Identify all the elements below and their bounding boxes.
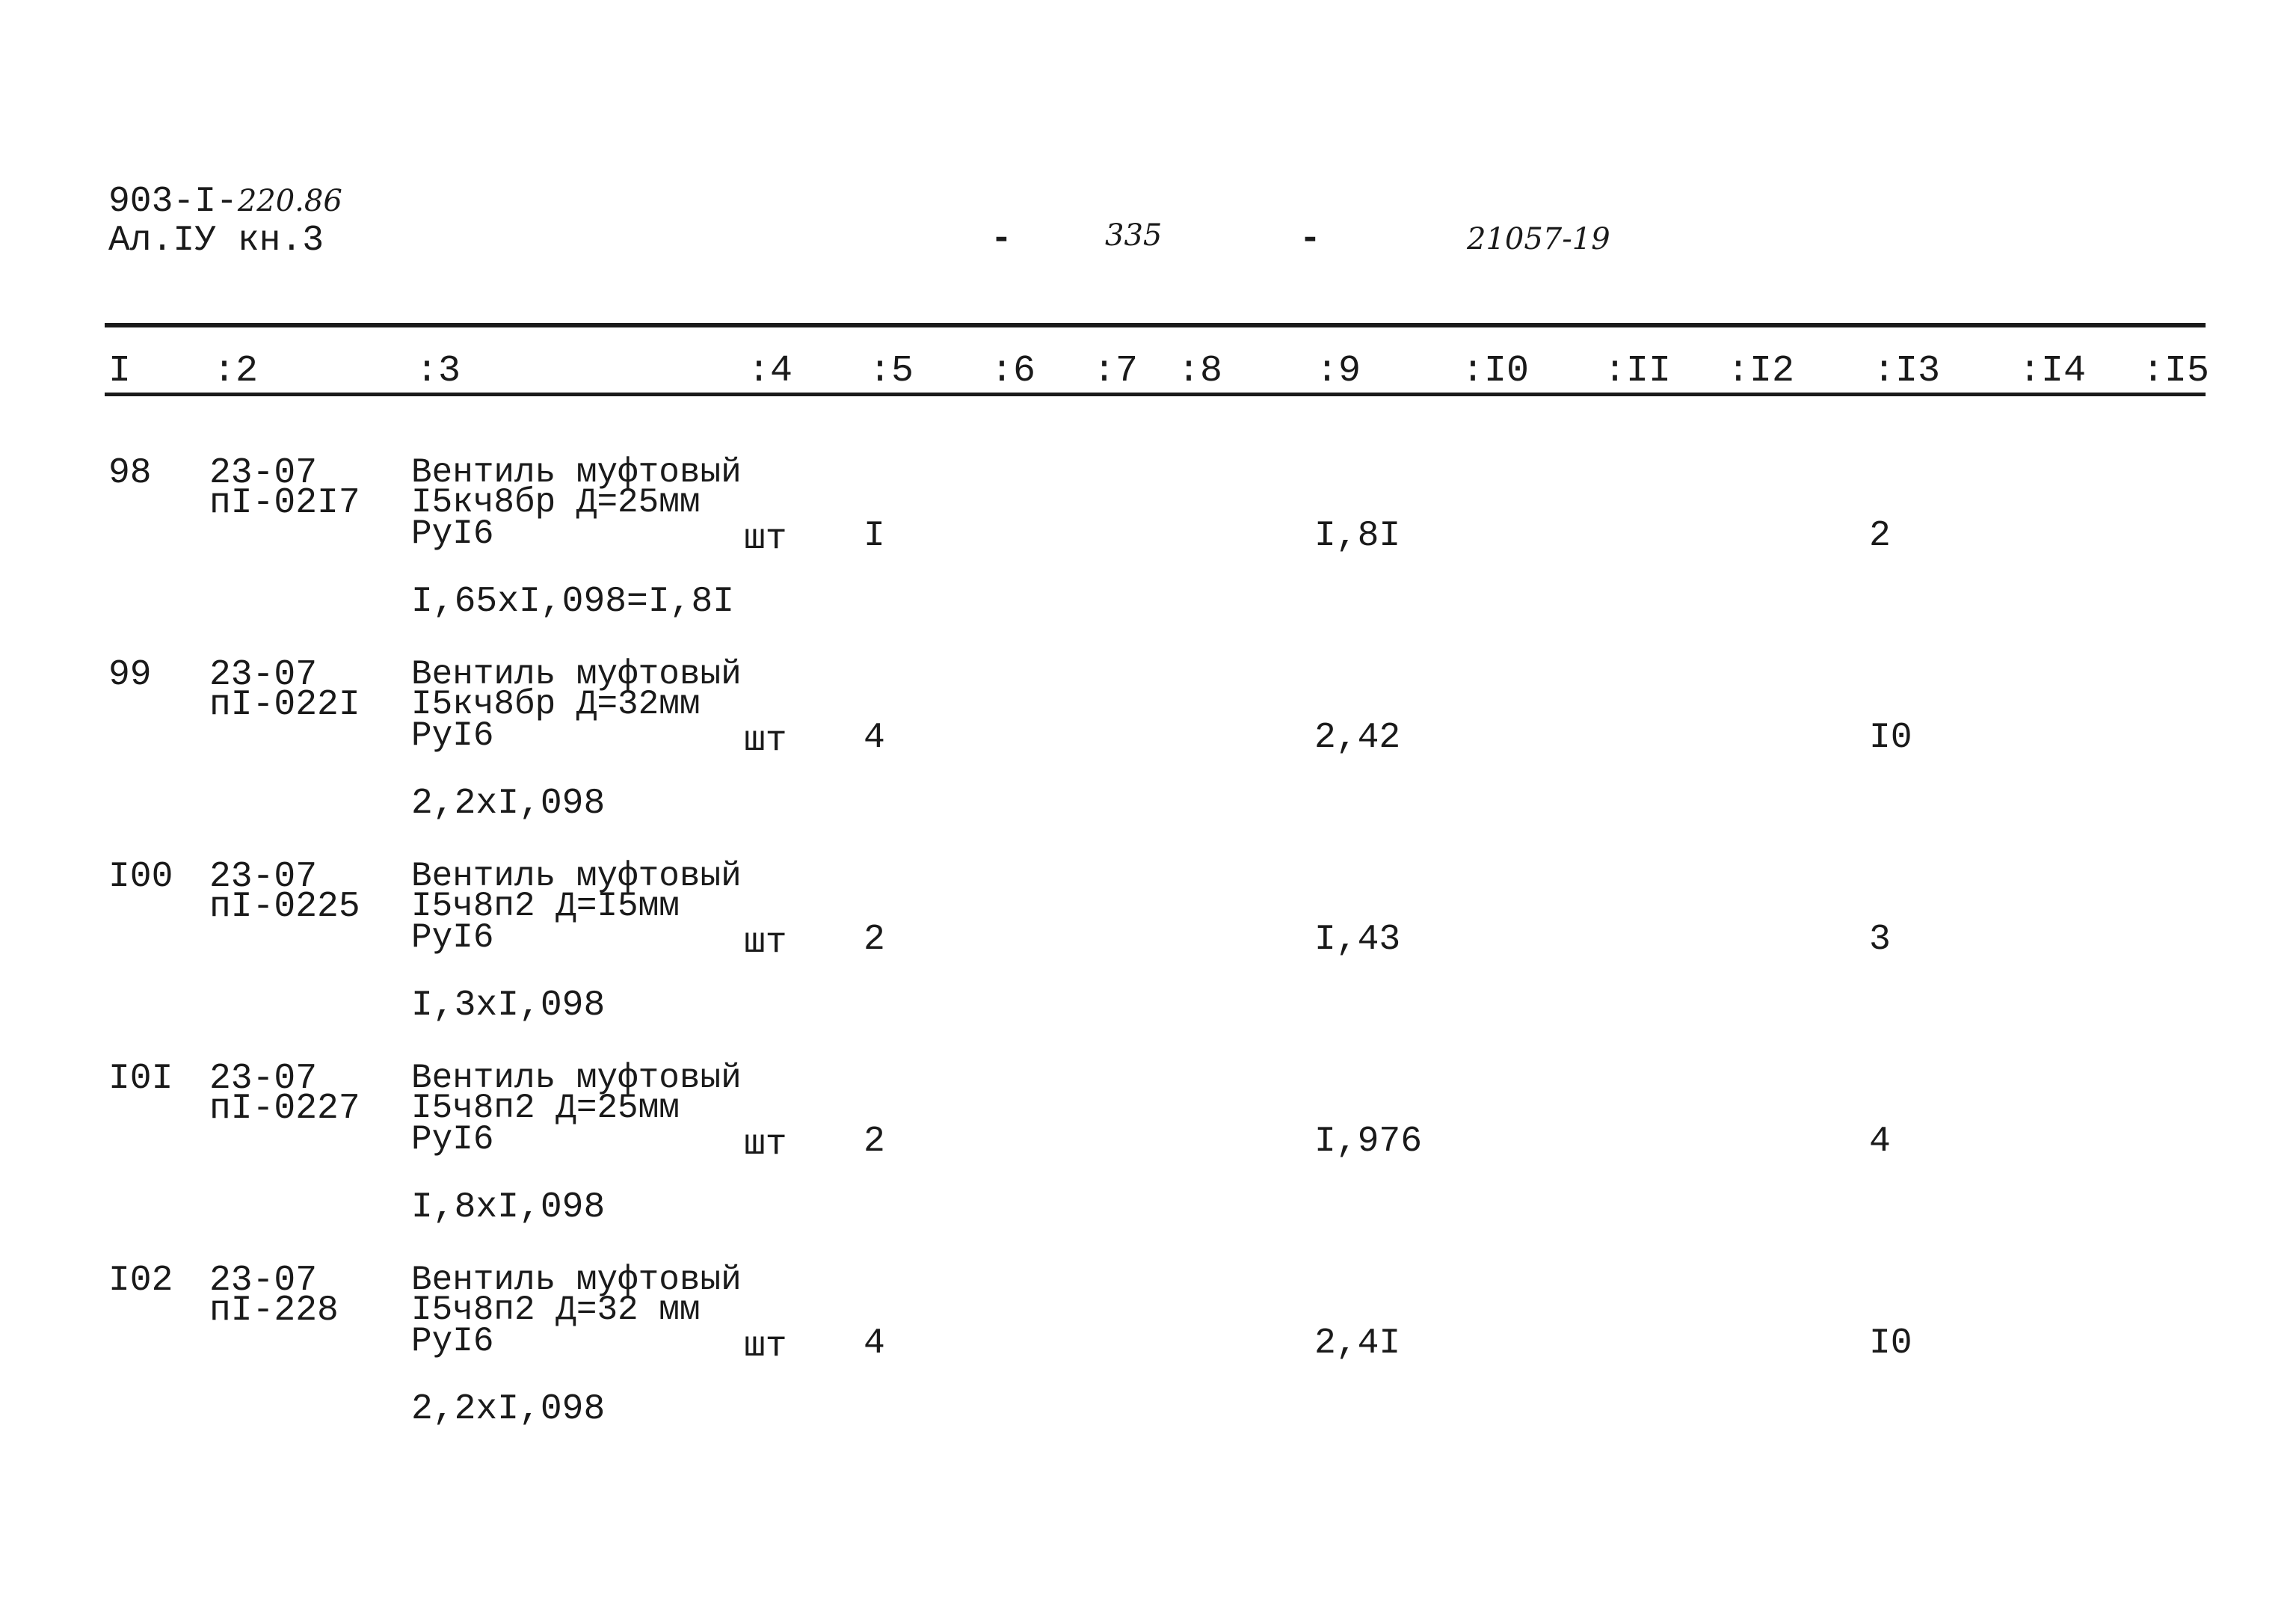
row-calculation: I,3xI,098 xyxy=(411,985,606,1026)
row-code-line2: пI-022I xyxy=(209,685,360,725)
column-header-11: :II xyxy=(1604,350,1672,393)
row-code-line1: 23-07 xyxy=(209,857,318,897)
row-col13-value: 4 xyxy=(1869,1122,1891,1162)
document-code-prefix: 903-I- xyxy=(108,182,238,222)
table-top-rule xyxy=(105,323,2206,327)
row-unit: шт xyxy=(744,923,787,963)
row-number: 99 xyxy=(108,655,152,695)
row-calculation: 2,2xI,098 xyxy=(411,784,606,824)
page-number: 335 xyxy=(1105,218,1163,253)
column-header-15: :I5 xyxy=(2142,350,2210,393)
row-quantity: 2 xyxy=(864,1122,885,1162)
row-code-line1: 23-07 xyxy=(209,1261,318,1301)
row-col13-value: 3 xyxy=(1869,920,1891,960)
row-desc-line2: I5ч8п2 Д=25мм xyxy=(411,1089,680,1127)
column-header-12: :I2 xyxy=(1727,350,1795,393)
row-desc-line1: Вентиль муфтовый xyxy=(411,1261,742,1299)
row-quantity: 2 xyxy=(864,920,885,960)
row-unit: шт xyxy=(744,1124,787,1165)
row-number: I00 xyxy=(108,857,173,897)
row-desc-line3: PyI6 xyxy=(411,1322,494,1361)
row-desc-line2: I5ч8п2 Д=32 мм xyxy=(411,1290,701,1329)
row-code-line2: пI-0227 xyxy=(209,1089,360,1129)
row-desc-line1: Вентиль муфтовый xyxy=(411,1059,742,1098)
row-price: I,8I xyxy=(1314,516,1401,556)
table-header-rule xyxy=(105,393,2206,396)
row-desc-line3: PyI6 xyxy=(411,514,494,553)
row-col13-value: 2 xyxy=(1869,516,1891,556)
row-code-line2: пI-02I7 xyxy=(209,483,360,523)
row-desc-line2: I5кч8бр Д=32мм xyxy=(411,685,701,724)
row-code-line1: 23-07 xyxy=(209,655,318,695)
row-quantity: 4 xyxy=(864,1323,885,1364)
document-code xyxy=(108,184,342,220)
row-code-line1: 23-07 xyxy=(209,453,318,493)
row-quantity: 4 xyxy=(864,718,885,758)
row-col13-value: I0 xyxy=(1869,718,1912,758)
column-header-3: :3 xyxy=(416,350,461,393)
header-dash-right: - xyxy=(1299,219,1321,259)
sheet-code: 21057-19 xyxy=(1467,222,1610,256)
row-calculation: I,65xI,098=I,8I xyxy=(411,582,735,622)
column-header-6: :6 xyxy=(991,350,1036,393)
document-code-handwritten: 220.86 xyxy=(237,184,342,218)
row-unit: шт xyxy=(744,721,787,761)
row-price: I,976 xyxy=(1314,1122,1423,1162)
row-code-line2: пI-0225 xyxy=(209,887,360,927)
row-desc-line1: Вентиль муфтовый xyxy=(411,453,742,492)
header-dash-left: - xyxy=(991,219,1012,259)
column-header-2: :2 xyxy=(213,350,259,393)
row-number: I02 xyxy=(108,1261,173,1301)
column-header-13: :I3 xyxy=(1873,350,1941,393)
row-price: 2,4I xyxy=(1314,1323,1401,1364)
row-unit: шт xyxy=(744,1326,787,1367)
row-desc-line2: I5ч8п2 Д=I5мм xyxy=(411,887,680,926)
row-price: I,43 xyxy=(1314,920,1401,960)
column-header-8: :8 xyxy=(1178,350,1223,393)
row-desc-line1: Вентиль муфтовый xyxy=(411,857,742,896)
column-header-10: :I0 xyxy=(1462,350,1530,393)
row-quantity: I xyxy=(864,516,885,556)
column-header-14: :I4 xyxy=(2019,350,2087,393)
album-label: Ал.IУ кн.3 xyxy=(108,221,324,261)
row-col13-value: I0 xyxy=(1869,1323,1912,1364)
row-calculation: 2,2xI,098 xyxy=(411,1389,606,1430)
column-header-1: I xyxy=(108,350,132,393)
row-desc-line1: Вентиль муфтовый xyxy=(411,655,742,694)
column-header-4: :4 xyxy=(748,350,793,393)
column-header-9: :9 xyxy=(1316,350,1361,393)
row-calculation: I,8xI,098 xyxy=(411,1187,606,1228)
column-header-7: :7 xyxy=(1093,350,1139,393)
row-number: 98 xyxy=(108,453,152,493)
column-header-5: :5 xyxy=(869,350,914,393)
row-desc-line3: PyI6 xyxy=(411,1120,494,1159)
row-price: 2,42 xyxy=(1314,718,1401,758)
row-desc-line2: I5кч8бр Д=25мм xyxy=(411,483,701,522)
row-code-line2: пI-228 xyxy=(209,1290,339,1331)
row-code-line1: 23-07 xyxy=(209,1059,318,1099)
row-desc-line3: PyI6 xyxy=(411,918,494,957)
row-unit: шт xyxy=(744,519,787,559)
row-number: I0I xyxy=(108,1059,173,1099)
row-desc-line3: PyI6 xyxy=(411,716,494,755)
